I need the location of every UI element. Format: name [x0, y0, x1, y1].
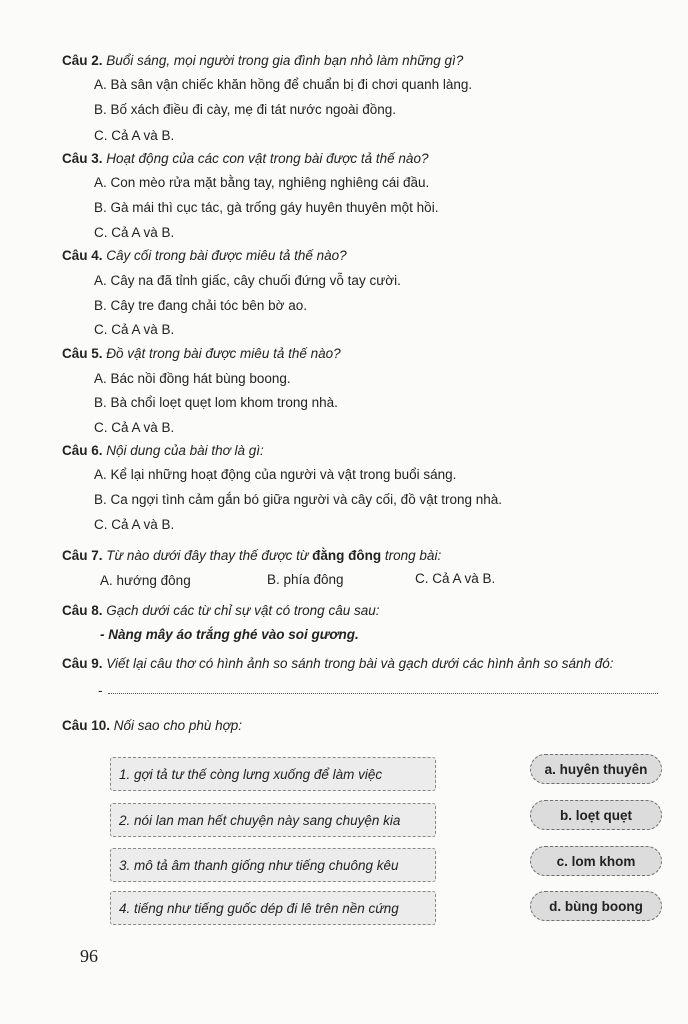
match-left-item-1[interactable]: 1. gợi tả tư thế còng lưng xuống để làm việc: [110, 757, 436, 791]
question-6-option-c: C. Cả A và B.: [94, 517, 175, 532]
match-right-item-a[interactable]: a. huyên thuyên: [530, 754, 662, 784]
question-2-heading: [62, 52, 463, 70]
question-number: Câu 9.: [62, 656, 103, 671]
question-text: Đồ vật trong bài được miêu tả thế nào?: [106, 346, 341, 361]
question-4-option-a: A. Cây na đã tỉnh giấc, cây chuối đứng vỗ tay cười.: [94, 273, 401, 288]
page-number: 96: [80, 946, 98, 966]
question-2-option-a: A. Bà sân vận chiếc khăn hồng để chuẩn bị đi chơi quanh làng.: [94, 77, 473, 92]
question-number: Câu 2.: [62, 53, 103, 68]
question-2-option-c: C. Cả A và B.: [94, 128, 175, 143]
question-7-option-b: B. phía đông: [267, 572, 344, 587]
question-number: Câu 5.: [62, 346, 103, 361]
question-3-option-a: A. Con mèo rửa mặt bằng tay, nghiêng nghiêng cái đầu.: [94, 175, 430, 190]
question-number: Câu 7.: [62, 548, 103, 563]
match-left-item-2[interactable]: 2. nói lan man hết chuyện này sang chuyện kia: [110, 803, 436, 837]
question-5-option-c: C. Cả A và B.: [94, 420, 175, 435]
question-7-option-c: C. Cả A và B.: [415, 571, 496, 586]
question-4-heading: [62, 247, 347, 265]
question-3-option-c: C. Cả A và B.: [94, 225, 175, 240]
match-left-item-3[interactable]: 3. mô tả âm thanh giống như tiếng chuông kêu: [110, 848, 436, 882]
question-5-heading: [62, 345, 341, 363]
question-text-end: trong bài:: [381, 548, 442, 563]
question-6-option-a: A. Kể lại những hoạt động của người và vật trong buổi sáng.: [94, 467, 457, 482]
question-8-heading: [62, 602, 379, 620]
match-right-item-c[interactable]: c. lom khom: [530, 846, 662, 876]
question-number: Câu 3.: [62, 151, 103, 166]
question-text: Buổi sáng, mọi người trong gia đình bạn nhỏ làm những gì?: [106, 53, 464, 68]
question-keyword: đằng đông: [312, 548, 382, 563]
question-number: Câu 10.: [62, 718, 111, 733]
question-7-heading: [62, 547, 441, 565]
question-number: Câu 8.: [62, 603, 103, 618]
question-number: Câu 4.: [62, 248, 103, 263]
question-4-option-c: C. Cả A và B.: [94, 322, 175, 337]
question-6-heading: [62, 442, 264, 460]
answer-dash: -: [98, 683, 103, 698]
question-text: Nối sao cho phù hợp:: [113, 718, 243, 733]
dotted-rule: [108, 693, 658, 694]
question-text: Cây cối trong bài được miêu tả thế nào?: [106, 248, 347, 263]
match-right-item-d[interactable]: d. bùng boong: [530, 891, 662, 921]
question-7-option-a: A. hướng đông: [100, 573, 191, 588]
question-text: Hoạt động của các con vật trong bài được tả thế nào?: [106, 151, 429, 166]
question-3-heading: [62, 150, 428, 168]
question-10-heading: [62, 717, 242, 735]
question-6-option-b: B. Ca ngợi tình cảm gắn bó giữa người và cây cối, đồ vật trong nhà.: [94, 492, 503, 507]
question-8-sentence: - Nàng mây áo trắng ghé vào soi gương.: [100, 627, 359, 642]
question-4-option-b: B. Cây tre đang chải tóc bên bờ ao.: [94, 298, 307, 313]
question-text: Viết lại câu thơ có hình ảnh so sánh trong bài và gạch dưới các hình ảnh so sánh đó:: [106, 656, 614, 671]
question-text: Nội dung của bài thơ là gì:: [106, 443, 264, 458]
match-left-item-4[interactable]: 4. tiếng như tiếng guốc dép đi lê trên nền cứng: [110, 891, 436, 925]
answer-dotted-line[interactable]: [98, 683, 103, 698]
question-number: Câu 6.: [62, 443, 103, 458]
question-3-option-b: B. Gà mái thì cục tác, gà trống gáy huyên thuyên một hồi.: [94, 200, 439, 215]
question-5-option-a: A. Bác nồi đồng hát bùng boong.: [94, 371, 291, 386]
question-text: Gạch dưới các từ chỉ sự vật có trong câu sau:: [106, 603, 380, 618]
question-5-option-b: B. Bà chổi loẹt quẹt lom khom trong nhà.: [94, 395, 338, 410]
question-9-heading: [62, 655, 614, 673]
question-text: Từ nào dưới đây thay thế được từ: [106, 548, 313, 563]
match-right-item-b[interactable]: b. loẹt quẹt: [530, 800, 662, 830]
question-2-option-b: B. Bố xách điều đi cày, mẹ đi tát nước ngoài đồng.: [94, 102, 397, 117]
